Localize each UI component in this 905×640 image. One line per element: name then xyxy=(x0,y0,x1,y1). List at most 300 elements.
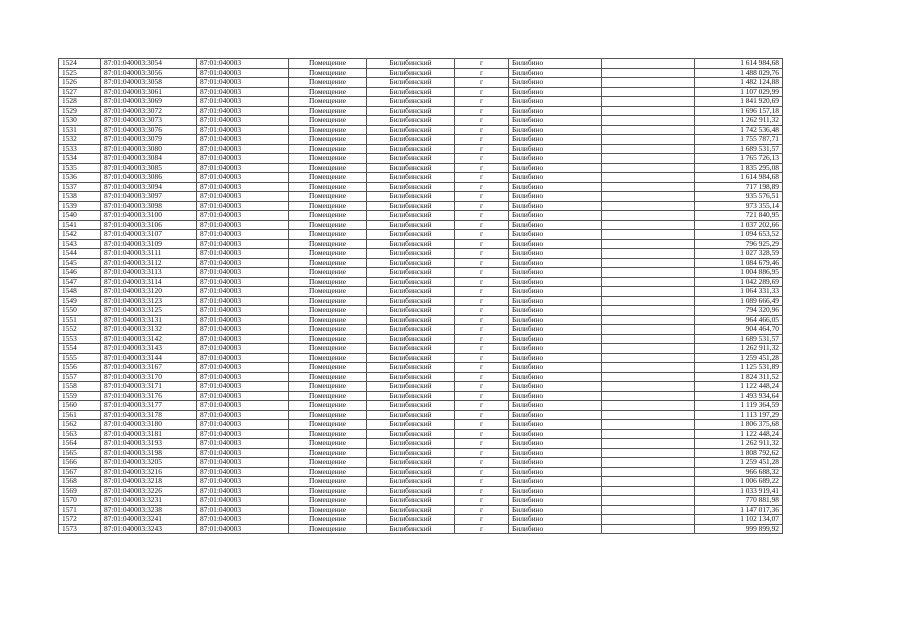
empty-cell xyxy=(602,458,695,468)
cadastral-number: 87:01:040003:3143 xyxy=(101,344,197,354)
cadastral-block: 87:01:040003 xyxy=(197,211,289,221)
table-row xyxy=(59,287,783,297)
settlement-name: Билибино xyxy=(509,68,602,78)
object-type: Помещение xyxy=(289,68,367,78)
cadastral-number: 87:01:040003:3085 xyxy=(101,163,197,173)
cadastral-block: 87:01:040003 xyxy=(197,59,289,69)
cadastral-block: 87:01:040003 xyxy=(197,239,289,249)
cadastral-block: 87:01:040003 xyxy=(197,467,289,477)
empty-cell xyxy=(602,135,695,145)
cadastral-value: 1 493 934,64 xyxy=(695,391,783,401)
object-type: Помещение xyxy=(289,116,367,126)
district: Билибинский xyxy=(367,486,455,496)
empty-cell xyxy=(602,154,695,164)
table-body xyxy=(59,59,783,534)
settlement-name: Билибино xyxy=(509,391,602,401)
cadastral-value: 1 742 536,48 xyxy=(695,125,783,135)
empty-cell xyxy=(602,220,695,230)
settlement-name: Билибино xyxy=(509,306,602,316)
cadastral-value: 1 122 448,24 xyxy=(695,382,783,392)
table-row xyxy=(59,439,783,449)
cadastral-value: 1 259 451,28 xyxy=(695,353,783,363)
object-type: Помещение xyxy=(289,344,367,354)
settlement-name: Билибино xyxy=(509,505,602,515)
cadastral-value: 1 004 886,95 xyxy=(695,268,783,278)
cadastral-value: 964 466,05 xyxy=(695,315,783,325)
cadastral-number: 87:01:040003:3069 xyxy=(101,97,197,107)
empty-cell xyxy=(602,211,695,221)
settlement-name: Билибино xyxy=(509,135,602,145)
empty-cell xyxy=(602,334,695,344)
object-type: Помещение xyxy=(289,306,367,316)
table-row xyxy=(59,448,783,458)
settlement-name: Билибино xyxy=(509,344,602,354)
cadastral-value: 721 840,95 xyxy=(695,211,783,221)
settlement-name: Билибино xyxy=(509,59,602,69)
cadastral-block: 87:01:040003 xyxy=(197,372,289,382)
empty-cell xyxy=(602,505,695,515)
cadastral-value: 1 689 531,57 xyxy=(695,334,783,344)
empty-cell xyxy=(602,382,695,392)
empty-cell xyxy=(602,125,695,135)
row-number: 1534 xyxy=(59,154,101,164)
settlement-name: Билибино xyxy=(509,78,602,88)
settlement-name: Билибино xyxy=(509,125,602,135)
district: Билибинский xyxy=(367,192,455,202)
cadastral-number: 87:01:040003:3098 xyxy=(101,201,197,211)
empty-cell xyxy=(602,268,695,278)
object-type: Помещение xyxy=(289,201,367,211)
cadastral-number: 87:01:040003:3084 xyxy=(101,154,197,164)
district: Билибинский xyxy=(367,258,455,268)
cadastral-value: 1 696 157,18 xyxy=(695,106,783,116)
cadastral-number: 87:01:040003:3073 xyxy=(101,116,197,126)
cadastral-block: 87:01:040003 xyxy=(197,477,289,487)
object-type: Помещение xyxy=(289,382,367,392)
property-registry-table xyxy=(58,58,783,534)
empty-cell xyxy=(602,372,695,382)
empty-cell xyxy=(602,448,695,458)
district: Билибинский xyxy=(367,420,455,430)
table-row xyxy=(59,467,783,477)
district: Билибинский xyxy=(367,477,455,487)
table-row xyxy=(59,363,783,373)
settlement-name: Билибино xyxy=(509,87,602,97)
district: Билибинский xyxy=(367,106,455,116)
district: Билибинский xyxy=(367,296,455,306)
district: Билибинский xyxy=(367,524,455,534)
settlement-name: Билибино xyxy=(509,486,602,496)
empty-cell xyxy=(602,144,695,154)
district: Билибинский xyxy=(367,173,455,183)
cadastral-value: 1 262 911,32 xyxy=(695,344,783,354)
table-row xyxy=(59,505,783,515)
empty-cell xyxy=(602,287,695,297)
settlement-type: г xyxy=(455,524,509,534)
settlement-name: Билибино xyxy=(509,372,602,382)
cadastral-value: 1 147 017,36 xyxy=(695,505,783,515)
table-row xyxy=(59,116,783,126)
empty-cell xyxy=(602,467,695,477)
cadastral-value: 1 259 451,28 xyxy=(695,458,783,468)
row-number: 1542 xyxy=(59,230,101,240)
settlement-name: Билибино xyxy=(509,239,602,249)
district: Билибинский xyxy=(367,325,455,335)
cadastral-number: 87:01:040003:3144 xyxy=(101,353,197,363)
object-type: Помещение xyxy=(289,315,367,325)
cadastral-value: 1 262 911,32 xyxy=(695,116,783,126)
district: Билибинский xyxy=(367,239,455,249)
settlement-name: Билибино xyxy=(509,192,602,202)
row-number: 1566 xyxy=(59,458,101,468)
settlement-type: г xyxy=(455,334,509,344)
cadastral-number: 87:01:040003:3076 xyxy=(101,125,197,135)
object-type: Помещение xyxy=(289,515,367,525)
row-number: 1539 xyxy=(59,201,101,211)
cadastral-value: 1 084 679,46 xyxy=(695,258,783,268)
object-type: Помещение xyxy=(289,296,367,306)
row-number: 1569 xyxy=(59,486,101,496)
row-number: 1571 xyxy=(59,505,101,515)
cadastral-number: 87:01:040003:3238 xyxy=(101,505,197,515)
cadastral-value: 1 755 787,71 xyxy=(695,135,783,145)
object-type: Помещение xyxy=(289,220,367,230)
cadastral-value: 1 119 364,59 xyxy=(695,401,783,411)
row-number: 1559 xyxy=(59,391,101,401)
settlement-name: Билибино xyxy=(509,363,602,373)
empty-cell xyxy=(602,496,695,506)
row-number: 1544 xyxy=(59,249,101,259)
object-type: Помещение xyxy=(289,154,367,164)
empty-cell xyxy=(602,59,695,69)
empty-cell xyxy=(602,192,695,202)
cadastral-number: 87:01:040003:3180 xyxy=(101,420,197,430)
row-number: 1528 xyxy=(59,97,101,107)
object-type: Помещение xyxy=(289,372,367,382)
object-type: Помещение xyxy=(289,287,367,297)
settlement-type: г xyxy=(455,220,509,230)
cadastral-block: 87:01:040003 xyxy=(197,154,289,164)
settlement-name: Билибино xyxy=(509,420,602,430)
settlement-type: г xyxy=(455,249,509,259)
settlement-type: г xyxy=(455,410,509,420)
object-type: Помещение xyxy=(289,363,367,373)
object-type: Помещение xyxy=(289,458,367,468)
settlement-name: Билибино xyxy=(509,211,602,221)
object-type: Помещение xyxy=(289,477,367,487)
table-row xyxy=(59,325,783,335)
cadastral-number: 87:01:040003:3106 xyxy=(101,220,197,230)
object-type: Помещение xyxy=(289,410,367,420)
empty-cell xyxy=(602,173,695,183)
cadastral-block: 87:01:040003 xyxy=(197,325,289,335)
row-number: 1537 xyxy=(59,182,101,192)
cadastral-number: 87:01:040003:3198 xyxy=(101,448,197,458)
cadastral-number: 87:01:040003:3114 xyxy=(101,277,197,287)
settlement-type: г xyxy=(455,296,509,306)
settlement-type: г xyxy=(455,135,509,145)
cadastral-block: 87:01:040003 xyxy=(197,268,289,278)
object-type: Помещение xyxy=(289,420,367,430)
settlement-name: Билибино xyxy=(509,220,602,230)
settlement-name: Билибино xyxy=(509,154,602,164)
settlement-name: Билибино xyxy=(509,173,602,183)
cadastral-block: 87:01:040003 xyxy=(197,429,289,439)
table-row xyxy=(59,144,783,154)
cadastral-block: 87:01:040003 xyxy=(197,163,289,173)
cadastral-block: 87:01:040003 xyxy=(197,201,289,211)
cadastral-block: 87:01:040003 xyxy=(197,106,289,116)
settlement-type: г xyxy=(455,448,509,458)
cadastral-block: 87:01:040003 xyxy=(197,410,289,420)
cadastral-value: 1 064 331,33 xyxy=(695,287,783,297)
cadastral-value: 1 808 792,62 xyxy=(695,448,783,458)
table-row xyxy=(59,249,783,259)
district: Билибинский xyxy=(367,496,455,506)
settlement-name: Билибино xyxy=(509,116,602,126)
settlement-type: г xyxy=(455,68,509,78)
row-number: 1548 xyxy=(59,287,101,297)
empty-cell xyxy=(602,97,695,107)
cadastral-number: 87:01:040003:3061 xyxy=(101,87,197,97)
settlement-type: г xyxy=(455,486,509,496)
empty-cell xyxy=(602,277,695,287)
table-row xyxy=(59,258,783,268)
district: Билибинский xyxy=(367,334,455,344)
settlement-name: Билибино xyxy=(509,496,602,506)
object-type: Помещение xyxy=(289,505,367,515)
object-type: Помещение xyxy=(289,439,367,449)
district: Билибинский xyxy=(367,391,455,401)
empty-cell xyxy=(602,230,695,240)
row-number: 1550 xyxy=(59,306,101,316)
settlement-type: г xyxy=(455,496,509,506)
settlement-name: Билибино xyxy=(509,353,602,363)
cadastral-value: 1 614 984,68 xyxy=(695,173,783,183)
cadastral-block: 87:01:040003 xyxy=(197,448,289,458)
table-row xyxy=(59,230,783,240)
cadastral-value: 1 037 202,66 xyxy=(695,220,783,230)
district: Билибинский xyxy=(367,68,455,78)
cadastral-block: 87:01:040003 xyxy=(197,68,289,78)
table-row xyxy=(59,154,783,164)
table-row xyxy=(59,344,783,354)
district: Билибинский xyxy=(367,268,455,278)
settlement-type: г xyxy=(455,477,509,487)
settlement-name: Билибино xyxy=(509,515,602,525)
table-row xyxy=(59,496,783,506)
settlement-type: г xyxy=(455,515,509,525)
settlement-name: Билибино xyxy=(509,315,602,325)
district: Билибинский xyxy=(367,154,455,164)
cadastral-block: 87:01:040003 xyxy=(197,296,289,306)
empty-cell xyxy=(602,106,695,116)
empty-cell xyxy=(602,78,695,88)
cadastral-value: 1 033 919,41 xyxy=(695,486,783,496)
cadastral-block: 87:01:040003 xyxy=(197,401,289,411)
district: Билибинский xyxy=(367,116,455,126)
row-number: 1549 xyxy=(59,296,101,306)
cadastral-value: 935 576,51 xyxy=(695,192,783,202)
row-number: 1567 xyxy=(59,467,101,477)
settlement-type: г xyxy=(455,353,509,363)
object-type: Помещение xyxy=(289,486,367,496)
empty-cell xyxy=(602,249,695,259)
cadastral-block: 87:01:040003 xyxy=(197,220,289,230)
cadastral-block: 87:01:040003 xyxy=(197,87,289,97)
settlement-name: Билибино xyxy=(509,524,602,534)
object-type: Помещение xyxy=(289,524,367,534)
cadastral-value: 1 262 911,32 xyxy=(695,439,783,449)
object-type: Помещение xyxy=(289,325,367,335)
object-type: Помещение xyxy=(289,258,367,268)
empty-cell xyxy=(602,87,695,97)
settlement-name: Билибино xyxy=(509,325,602,335)
district: Билибинский xyxy=(367,363,455,373)
settlement-name: Билибино xyxy=(509,410,602,420)
row-number: 1543 xyxy=(59,239,101,249)
row-number: 1538 xyxy=(59,192,101,202)
empty-cell xyxy=(602,163,695,173)
district: Билибинский xyxy=(367,458,455,468)
table-row xyxy=(59,97,783,107)
cadastral-number: 87:01:040003:3142 xyxy=(101,334,197,344)
cadastral-value: 1 027 328,59 xyxy=(695,249,783,259)
cadastral-number: 87:01:040003:3097 xyxy=(101,192,197,202)
row-number: 1573 xyxy=(59,524,101,534)
cadastral-number: 87:01:040003:3094 xyxy=(101,182,197,192)
row-number: 1562 xyxy=(59,420,101,430)
table-row xyxy=(59,306,783,316)
district: Билибинский xyxy=(367,382,455,392)
cadastral-number: 87:01:040003:3226 xyxy=(101,486,197,496)
empty-cell xyxy=(602,182,695,192)
cadastral-value: 904 464,70 xyxy=(695,325,783,335)
table-row xyxy=(59,182,783,192)
cadastral-value: 1 113 197,29 xyxy=(695,410,783,420)
cadastral-block: 87:01:040003 xyxy=(197,344,289,354)
settlement-type: г xyxy=(455,363,509,373)
cadastral-value: 1 824 311,52 xyxy=(695,372,783,382)
empty-cell xyxy=(602,201,695,211)
settlement-type: г xyxy=(455,201,509,211)
district: Билибинский xyxy=(367,125,455,135)
table-row xyxy=(59,296,783,306)
settlement-type: г xyxy=(455,192,509,202)
district: Билибинский xyxy=(367,182,455,192)
row-number: 1540 xyxy=(59,211,101,221)
cadastral-number: 87:01:040003:3056 xyxy=(101,68,197,78)
cadastral-number: 87:01:040003:3216 xyxy=(101,467,197,477)
district: Билибинский xyxy=(367,97,455,107)
settlement-type: г xyxy=(455,106,509,116)
settlement-type: г xyxy=(455,391,509,401)
settlement-name: Билибино xyxy=(509,477,602,487)
row-number: 1551 xyxy=(59,315,101,325)
cadastral-number: 87:01:040003:3193 xyxy=(101,439,197,449)
settlement-type: г xyxy=(455,258,509,268)
cadastral-value: 1 125 531,89 xyxy=(695,363,783,373)
row-number: 1552 xyxy=(59,325,101,335)
cadastral-block: 87:01:040003 xyxy=(197,391,289,401)
cadastral-value: 966 688,32 xyxy=(695,467,783,477)
table-row xyxy=(59,106,783,116)
cadastral-value: 1 042 289,69 xyxy=(695,277,783,287)
settlement-name: Билибино xyxy=(509,106,602,116)
empty-cell xyxy=(602,363,695,373)
cadastral-value: 973 355,14 xyxy=(695,201,783,211)
row-number: 1568 xyxy=(59,477,101,487)
object-type: Помещение xyxy=(289,211,367,221)
settlement-name: Билибино xyxy=(509,296,602,306)
object-type: Помещение xyxy=(289,353,367,363)
row-number: 1560 xyxy=(59,401,101,411)
empty-cell xyxy=(602,515,695,525)
cadastral-number: 87:01:040003:3125 xyxy=(101,306,197,316)
row-number: 1558 xyxy=(59,382,101,392)
empty-cell xyxy=(602,239,695,249)
table-row xyxy=(59,382,783,392)
settlement-type: г xyxy=(455,372,509,382)
settlement-type: г xyxy=(455,344,509,354)
cadastral-value: 1 765 726,13 xyxy=(695,154,783,164)
settlement-type: г xyxy=(455,144,509,154)
district: Билибинский xyxy=(367,249,455,259)
empty-cell xyxy=(602,325,695,335)
settlement-type: г xyxy=(455,287,509,297)
cadastral-block: 87:01:040003 xyxy=(197,334,289,344)
empty-cell xyxy=(602,524,695,534)
district: Билибинский xyxy=(367,306,455,316)
cadastral-value: 1 841 920,69 xyxy=(695,97,783,107)
cadastral-value: 1 089 666,49 xyxy=(695,296,783,306)
settlement-type: г xyxy=(455,182,509,192)
table-row xyxy=(59,486,783,496)
empty-cell xyxy=(602,116,695,126)
empty-cell xyxy=(602,68,695,78)
settlement-name: Билибино xyxy=(509,458,602,468)
district: Билибинский xyxy=(367,59,455,69)
empty-cell xyxy=(602,344,695,354)
table-row xyxy=(59,353,783,363)
cadastral-block: 87:01:040003 xyxy=(197,505,289,515)
cadastral-block: 87:01:040003 xyxy=(197,173,289,183)
row-number: 1545 xyxy=(59,258,101,268)
settlement-type: г xyxy=(455,97,509,107)
object-type: Помещение xyxy=(289,249,367,259)
settlement-type: г xyxy=(455,78,509,88)
settlement-type: г xyxy=(455,173,509,183)
district: Билибинский xyxy=(367,439,455,449)
object-type: Помещение xyxy=(289,239,367,249)
table-row xyxy=(59,524,783,534)
cadastral-block: 87:01:040003 xyxy=(197,230,289,240)
district: Билибинский xyxy=(367,287,455,297)
object-type: Помещение xyxy=(289,78,367,88)
table-row xyxy=(59,277,783,287)
settlement-name: Билибино xyxy=(509,401,602,411)
object-type: Помещение xyxy=(289,391,367,401)
table-row xyxy=(59,477,783,487)
district: Билибинский xyxy=(367,78,455,88)
cadastral-number: 87:01:040003:3058 xyxy=(101,78,197,88)
cadastral-number: 87:01:040003:3086 xyxy=(101,173,197,183)
cadastral-block: 87:01:040003 xyxy=(197,249,289,259)
cadastral-number: 87:01:040003:3123 xyxy=(101,296,197,306)
settlement-type: г xyxy=(455,401,509,411)
cadastral-block: 87:01:040003 xyxy=(197,182,289,192)
cadastral-number: 87:01:040003:3178 xyxy=(101,410,197,420)
